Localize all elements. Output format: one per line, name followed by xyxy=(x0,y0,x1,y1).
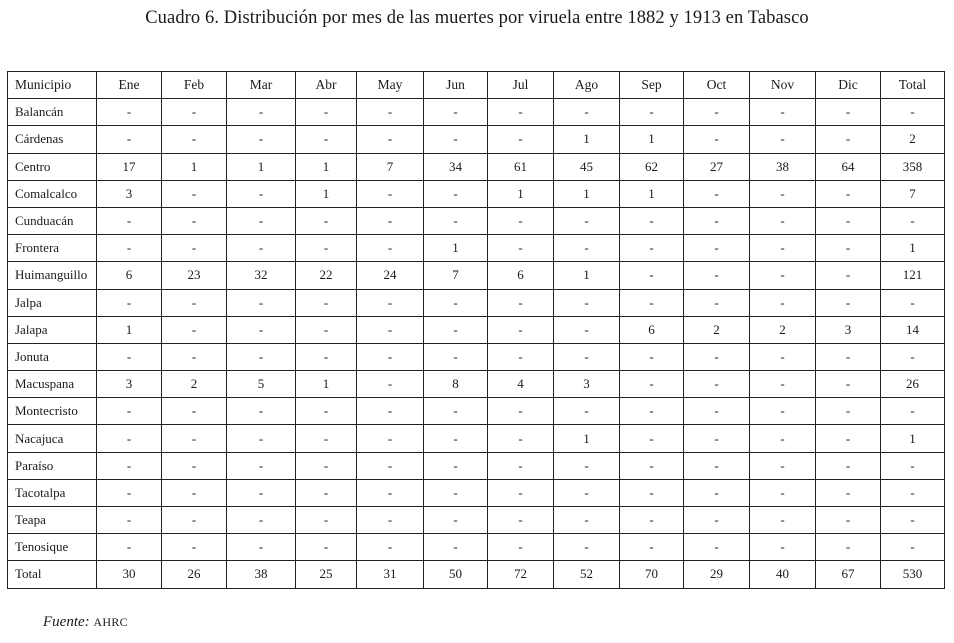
table-cell: - xyxy=(881,398,945,425)
municipio-cell: Jalapa xyxy=(8,316,97,343)
municipio-cell: Total xyxy=(8,561,97,588)
table-cell: - xyxy=(357,507,424,534)
table-cell: 5 xyxy=(227,371,296,398)
table-caption: Cuadro 6. Distribución por mes de las muertes por viruela entre 1882 y 1913 en Tabasco xyxy=(145,8,809,28)
table-cell: 1 xyxy=(97,316,162,343)
table-cell: - xyxy=(162,207,227,234)
column-header: Jun xyxy=(424,72,488,99)
table-row xyxy=(8,262,945,289)
table-cell: - xyxy=(296,479,357,506)
table-cell: - xyxy=(684,262,750,289)
table-cell: - xyxy=(881,99,945,126)
table-cell: 38 xyxy=(227,561,296,588)
table-cell: 358 xyxy=(881,153,945,180)
table-cell: - xyxy=(684,371,750,398)
table-cell: - xyxy=(424,479,488,506)
table-cell: - xyxy=(620,452,684,479)
table-cell: 17 xyxy=(97,153,162,180)
table-cell: - xyxy=(554,289,620,316)
table-cell: - xyxy=(750,180,816,207)
table-cell: - xyxy=(750,479,816,506)
table-cell: - xyxy=(357,534,424,561)
table-cell: 61 xyxy=(488,153,554,180)
table-cell: - xyxy=(424,289,488,316)
column-header: Total xyxy=(881,72,945,99)
table-cell: - xyxy=(488,343,554,370)
table-cell: - xyxy=(554,343,620,370)
table-cell: - xyxy=(296,207,357,234)
table-cell: - xyxy=(296,452,357,479)
table-cell: - xyxy=(620,289,684,316)
column-header: Oct xyxy=(684,72,750,99)
table-cell: - xyxy=(424,507,488,534)
municipio-cell: Macuspana xyxy=(8,371,97,398)
table-cell: - xyxy=(488,425,554,452)
table-cell: - xyxy=(357,371,424,398)
table-cell: - xyxy=(357,479,424,506)
table-cell: - xyxy=(684,180,750,207)
table-cell: - xyxy=(97,398,162,425)
table-cell: - xyxy=(881,207,945,234)
table-cell: - xyxy=(816,289,881,316)
table-cell: 38 xyxy=(750,153,816,180)
table-cell: 121 xyxy=(881,262,945,289)
table-cell: - xyxy=(750,207,816,234)
table-cell: 7 xyxy=(881,180,945,207)
table-cell: 50 xyxy=(424,561,488,588)
table-cell: 40 xyxy=(750,561,816,588)
table-row xyxy=(8,99,945,126)
column-header: Feb xyxy=(162,72,227,99)
table-body xyxy=(8,99,945,588)
table-cell: - xyxy=(97,207,162,234)
table-cell: - xyxy=(620,235,684,262)
source-value: AHRC xyxy=(93,615,128,629)
table-cell: 3 xyxy=(816,316,881,343)
column-header: Ago xyxy=(554,72,620,99)
municipio-cell: Balancán xyxy=(8,99,97,126)
table-cell: 24 xyxy=(357,262,424,289)
table-cell: - xyxy=(227,534,296,561)
table-cell: - xyxy=(424,343,488,370)
column-header: Jul xyxy=(488,72,554,99)
municipio-cell: Jalpa xyxy=(8,289,97,316)
table-cell: - xyxy=(296,425,357,452)
table-cell: - xyxy=(296,316,357,343)
column-header: Dic xyxy=(816,72,881,99)
table-cell: 27 xyxy=(684,153,750,180)
table-cell: - xyxy=(162,452,227,479)
table-cell: - xyxy=(227,398,296,425)
table-cell: 1 xyxy=(488,180,554,207)
table-cell: 530 xyxy=(881,561,945,588)
table-cell: 4 xyxy=(488,371,554,398)
table-cell: - xyxy=(227,479,296,506)
table-cell: - xyxy=(227,316,296,343)
table-cell: - xyxy=(750,452,816,479)
table-cell: - xyxy=(750,262,816,289)
table-cell: - xyxy=(554,316,620,343)
table-row xyxy=(8,343,945,370)
table-cell: - xyxy=(227,289,296,316)
table-cell: 2 xyxy=(881,126,945,153)
table-cell: 29 xyxy=(684,561,750,588)
table-cell: - xyxy=(684,452,750,479)
table-cell: - xyxy=(750,425,816,452)
table-cell: - xyxy=(162,343,227,370)
table-cell: - xyxy=(227,207,296,234)
column-header: Nov xyxy=(750,72,816,99)
table-row xyxy=(8,289,945,316)
table-cell: - xyxy=(554,507,620,534)
table-cell: - xyxy=(750,507,816,534)
table-cell: - xyxy=(296,289,357,316)
table-cell: - xyxy=(554,479,620,506)
table-cell: - xyxy=(162,180,227,207)
table-cell: - xyxy=(750,343,816,370)
municipio-cell: Comalcalco xyxy=(8,180,97,207)
table-cell: 26 xyxy=(881,371,945,398)
table-cell: 1 xyxy=(620,126,684,153)
table-cell: - xyxy=(162,398,227,425)
table-cell: 8 xyxy=(424,371,488,398)
table-cell: - xyxy=(684,479,750,506)
table-cell: - xyxy=(620,99,684,126)
table-header-row xyxy=(8,72,945,99)
table-cell: - xyxy=(881,452,945,479)
table-cell: - xyxy=(684,425,750,452)
table-row xyxy=(8,425,945,452)
table-cell: 31 xyxy=(357,561,424,588)
table-cell: - xyxy=(816,180,881,207)
table-cell: - xyxy=(881,534,945,561)
table-cell: - xyxy=(162,425,227,452)
municipio-cell: Frontera xyxy=(8,235,97,262)
table-cell: - xyxy=(488,534,554,561)
table-cell: - xyxy=(881,479,945,506)
table-cell: 2 xyxy=(162,371,227,398)
table-cell: - xyxy=(97,343,162,370)
table-cell: 1 xyxy=(424,235,488,262)
municipio-cell: Centro xyxy=(8,153,97,180)
table-cell: - xyxy=(357,289,424,316)
table-cell: - xyxy=(750,371,816,398)
table-cell: - xyxy=(554,207,620,234)
table-cell: 1 xyxy=(554,180,620,207)
table-row xyxy=(8,126,945,153)
table-row xyxy=(8,316,945,343)
municipio-cell: Tenosique xyxy=(8,534,97,561)
source-note xyxy=(43,614,128,631)
municipio-cell: Nacajuca xyxy=(8,425,97,452)
table-cell: - xyxy=(554,235,620,262)
table-cell: - xyxy=(488,316,554,343)
table-cell: - xyxy=(162,479,227,506)
table-cell: - xyxy=(488,452,554,479)
table-cell: 1 xyxy=(296,371,357,398)
table-cell: - xyxy=(424,126,488,153)
table-row xyxy=(8,534,945,561)
table-cell: - xyxy=(357,343,424,370)
table-cell: 72 xyxy=(488,561,554,588)
table-cell: - xyxy=(162,235,227,262)
table-cell: - xyxy=(816,126,881,153)
table-row xyxy=(8,153,945,180)
table-cell: - xyxy=(227,180,296,207)
table-cell: - xyxy=(750,126,816,153)
table-cell: - xyxy=(488,235,554,262)
table-cell: - xyxy=(357,316,424,343)
table-row xyxy=(8,235,945,262)
table-cell: - xyxy=(816,371,881,398)
table-cell: - xyxy=(227,99,296,126)
table-cell: - xyxy=(816,534,881,561)
table-cell: - xyxy=(227,425,296,452)
table-cell: 1 xyxy=(296,180,357,207)
table-cell: - xyxy=(488,398,554,425)
table-cell: - xyxy=(424,452,488,479)
table-cell: - xyxy=(296,507,357,534)
table-cell: - xyxy=(750,235,816,262)
smallpox-deaths-table xyxy=(7,71,945,589)
table-cell: - xyxy=(684,534,750,561)
table-cell: - xyxy=(554,534,620,561)
column-header: May xyxy=(357,72,424,99)
table-row xyxy=(8,507,945,534)
table-cell: - xyxy=(296,235,357,262)
table-row xyxy=(8,180,945,207)
municipio-cell: Jonuta xyxy=(8,343,97,370)
table-cell: 7 xyxy=(357,153,424,180)
table-cell: 2 xyxy=(750,316,816,343)
table-cell: - xyxy=(296,99,357,126)
table-cell: 7 xyxy=(424,262,488,289)
table-cell: - xyxy=(227,452,296,479)
table-cell: - xyxy=(816,452,881,479)
municipio-cell: Paraíso xyxy=(8,452,97,479)
table-cell: - xyxy=(881,343,945,370)
table-cell: - xyxy=(357,180,424,207)
table-cell: - xyxy=(750,534,816,561)
table-cell: - xyxy=(750,289,816,316)
table-cell: - xyxy=(227,235,296,262)
table-cell: 1 xyxy=(554,126,620,153)
table-cell: - xyxy=(97,99,162,126)
table-cell: - xyxy=(816,507,881,534)
table-cell: - xyxy=(554,452,620,479)
table-cell: - xyxy=(488,126,554,153)
table-cell: - xyxy=(357,207,424,234)
table-cell: - xyxy=(816,207,881,234)
table-cell: - xyxy=(424,534,488,561)
table-cell: - xyxy=(162,507,227,534)
table-cell: - xyxy=(162,316,227,343)
table-cell: - xyxy=(620,343,684,370)
table-cell: - xyxy=(620,398,684,425)
table-cell: 6 xyxy=(488,262,554,289)
table-cell: - xyxy=(554,99,620,126)
table-cell: - xyxy=(620,371,684,398)
table-cell: - xyxy=(227,507,296,534)
table-cell: - xyxy=(684,207,750,234)
table-cell: - xyxy=(357,398,424,425)
table-cell: - xyxy=(488,289,554,316)
table-cell: 1 xyxy=(881,235,945,262)
table-cell: - xyxy=(620,507,684,534)
table-row xyxy=(8,398,945,425)
table-cell: - xyxy=(296,343,357,370)
municipio-cell: Teapa xyxy=(8,507,97,534)
total-row xyxy=(8,561,945,588)
table-cell: 1 xyxy=(227,153,296,180)
table-cell: 34 xyxy=(424,153,488,180)
table-cell: - xyxy=(684,507,750,534)
table-row xyxy=(8,207,945,234)
table-cell: - xyxy=(554,398,620,425)
table-cell: - xyxy=(684,398,750,425)
table-cell: 64 xyxy=(816,153,881,180)
table-cell: - xyxy=(816,262,881,289)
table-cell: - xyxy=(488,479,554,506)
table-cell: - xyxy=(227,126,296,153)
table-row xyxy=(8,479,945,506)
table-cell: - xyxy=(816,479,881,506)
table-cell: - xyxy=(620,425,684,452)
table-cell: - xyxy=(881,289,945,316)
table-cell: 32 xyxy=(227,262,296,289)
table-cell: - xyxy=(97,479,162,506)
municipio-cell: Cárdenas xyxy=(8,126,97,153)
municipio-cell: Huimanguillo xyxy=(8,262,97,289)
table-cell: - xyxy=(620,262,684,289)
table-cell: 62 xyxy=(620,153,684,180)
table-cell: - xyxy=(620,534,684,561)
table-row xyxy=(8,452,945,479)
table-cell: - xyxy=(97,425,162,452)
table-cell: 30 xyxy=(97,561,162,588)
table-cell: 2 xyxy=(684,316,750,343)
table-cell: - xyxy=(488,207,554,234)
table-cell: 3 xyxy=(554,371,620,398)
table-cell: - xyxy=(424,398,488,425)
table-cell: - xyxy=(816,343,881,370)
table-cell: - xyxy=(97,235,162,262)
table-cell: - xyxy=(357,99,424,126)
table-row xyxy=(8,371,945,398)
table-cell: - xyxy=(357,126,424,153)
table-cell: - xyxy=(162,126,227,153)
table-cell: 67 xyxy=(816,561,881,588)
table-cell: - xyxy=(162,99,227,126)
table-cell: - xyxy=(684,343,750,370)
table-cell: - xyxy=(424,180,488,207)
table-cell: - xyxy=(881,507,945,534)
table-cell: - xyxy=(684,289,750,316)
table-cell: - xyxy=(424,425,488,452)
table-cell: 1 xyxy=(881,425,945,452)
table-cell: 3 xyxy=(97,180,162,207)
table-cell: - xyxy=(750,398,816,425)
table-cell: - xyxy=(816,99,881,126)
table-cell: - xyxy=(97,289,162,316)
municipio-cell: Montecristo xyxy=(8,398,97,425)
table-cell: - xyxy=(357,425,424,452)
table-cell: 1 xyxy=(162,153,227,180)
table-cell: - xyxy=(162,289,227,316)
table-cell: 52 xyxy=(554,561,620,588)
table-cell: 45 xyxy=(554,153,620,180)
table-cell: - xyxy=(296,534,357,561)
table-cell: 1 xyxy=(554,425,620,452)
column-header: Mar xyxy=(227,72,296,99)
table-cell: 1 xyxy=(296,153,357,180)
table-cell: 1 xyxy=(620,180,684,207)
table-cell: - xyxy=(162,534,227,561)
table-cell: 25 xyxy=(296,561,357,588)
table-cell: - xyxy=(424,99,488,126)
table-cell: - xyxy=(296,126,357,153)
table-cell: - xyxy=(97,126,162,153)
table-cell: - xyxy=(816,425,881,452)
table-cell: - xyxy=(424,316,488,343)
municipio-cell: Tacotalpa xyxy=(8,479,97,506)
table-cell: 1 xyxy=(554,262,620,289)
column-header: Sep xyxy=(620,72,684,99)
table-cell: - xyxy=(684,126,750,153)
column-header: Abr xyxy=(296,72,357,99)
table-cell: - xyxy=(684,235,750,262)
table-cell: - xyxy=(357,452,424,479)
table-cell: 14 xyxy=(881,316,945,343)
table-cell: - xyxy=(488,99,554,126)
table-cell: - xyxy=(97,452,162,479)
column-header: Municipio xyxy=(8,72,97,99)
table-cell: 22 xyxy=(296,262,357,289)
municipio-cell: Cunduacán xyxy=(8,207,97,234)
table-cell: - xyxy=(488,507,554,534)
table-cell: - xyxy=(816,398,881,425)
table-cell: - xyxy=(620,479,684,506)
table-cell: 6 xyxy=(620,316,684,343)
column-header: Ene xyxy=(97,72,162,99)
table-cell: - xyxy=(97,507,162,534)
table-cell: - xyxy=(424,207,488,234)
table-cell: - xyxy=(620,207,684,234)
table-cell: - xyxy=(97,534,162,561)
table-cell: 23 xyxy=(162,262,227,289)
table-cell: - xyxy=(357,235,424,262)
table-cell: - xyxy=(684,99,750,126)
table-cell: 26 xyxy=(162,561,227,588)
table-cell: 6 xyxy=(97,262,162,289)
table-cell: 70 xyxy=(620,561,684,588)
table-cell: - xyxy=(227,343,296,370)
table-cell: - xyxy=(750,99,816,126)
source-label: Fuente: xyxy=(43,614,90,630)
table-cell: - xyxy=(816,235,881,262)
table-cell: - xyxy=(296,398,357,425)
table-cell: 3 xyxy=(97,371,162,398)
